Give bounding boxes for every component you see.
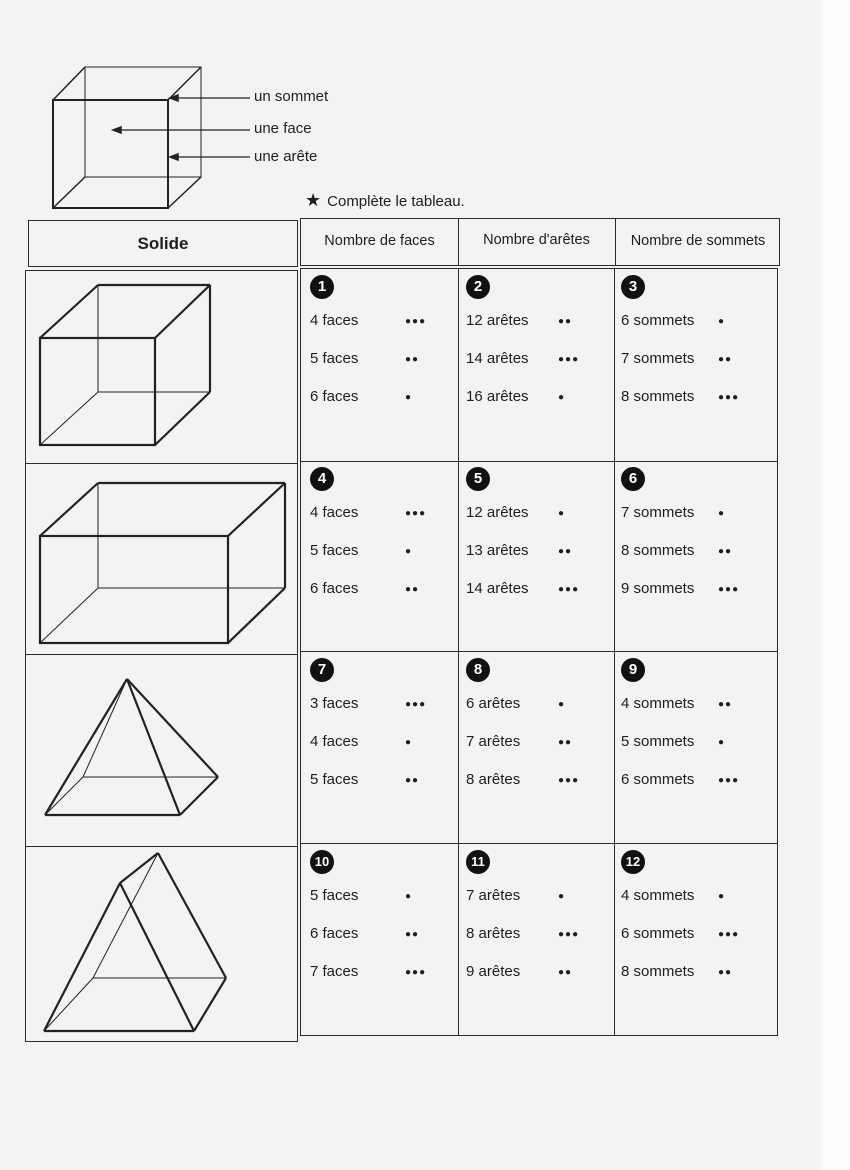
- answer-dots: ●●: [405, 584, 420, 595]
- question-number-badge: 3: [621, 275, 645, 299]
- question-number-badge: 11: [466, 850, 490, 874]
- answer-dots: ●●: [405, 775, 420, 786]
- answer-option[interactable]: 6 sommets: [621, 312, 695, 329]
- answer-option[interactable]: 6 faces: [310, 925, 359, 942]
- answer-option[interactable]: 12 arêtes: [466, 312, 529, 329]
- answer-dots: ●: [718, 316, 726, 327]
- header-edges-label: Nombre d'arêtes: [483, 232, 590, 248]
- legend-vertex-label: un sommet: [254, 88, 329, 105]
- question-number-badge: 10: [310, 850, 334, 874]
- answer-option[interactable]: 13 arêtes: [466, 542, 529, 559]
- answer-dots: ●●●: [405, 508, 427, 519]
- answer-dots: ●●●: [718, 775, 740, 786]
- header-solid-label: Solide: [137, 234, 189, 253]
- answer-dots: ●●: [558, 316, 573, 327]
- question-number-badge: 7: [310, 658, 334, 682]
- legend-face-label: une face: [254, 120, 312, 137]
- answer-option[interactable]: 12 arêtes: [466, 504, 529, 521]
- answer-option[interactable]: 5 faces: [310, 350, 359, 367]
- answer-option[interactable]: 6 sommets: [621, 771, 695, 788]
- star-icon: ★: [305, 190, 322, 210]
- answer-option[interactable]: 9 arêtes: [466, 963, 521, 980]
- answer-dots: ●: [558, 508, 566, 519]
- answer-dots: ●●: [558, 737, 573, 748]
- question-number-badge: 9: [621, 658, 645, 682]
- answer-dots: ●●: [718, 967, 733, 978]
- answer-option[interactable]: 3 faces: [310, 695, 359, 712]
- answer-dots: ●: [405, 737, 413, 748]
- header-faces-label: Nombre de faces: [324, 233, 435, 249]
- answer-option[interactable]: 6 arêtes: [466, 695, 521, 712]
- answer-dots: ●●●: [558, 584, 580, 595]
- answer-option[interactable]: 6 faces: [310, 388, 359, 405]
- answer-dots: ●: [558, 392, 566, 403]
- header-solid: [28, 220, 298, 267]
- answer-option[interactable]: 8 sommets: [621, 542, 695, 559]
- legend-cube-diagram: [40, 60, 340, 220]
- answer-dots: ●: [718, 891, 726, 902]
- answer-dots: ●●: [718, 699, 733, 710]
- answer-dots: ●●: [405, 354, 420, 365]
- instruction: [305, 190, 465, 211]
- answer-option[interactable]: 6 faces: [310, 580, 359, 597]
- question-number-badge: 4: [310, 467, 334, 491]
- answer-option[interactable]: 5 faces: [310, 887, 359, 904]
- answer-dots: ●●●: [558, 354, 580, 365]
- answer-dots: ●●●: [718, 929, 740, 940]
- answer-option[interactable]: 9 sommets: [621, 580, 695, 597]
- answer-grid: [300, 268, 778, 1036]
- answer-dots: ●●●: [718, 584, 740, 595]
- question-number-badge: 12: [621, 850, 645, 874]
- answer-option[interactable]: 14 arêtes: [466, 350, 529, 367]
- cube-figure: [30, 275, 290, 460]
- question-number-badge: 1: [310, 275, 334, 299]
- answer-dots: ●●●: [405, 967, 427, 978]
- square-pyramid-figure: [30, 665, 290, 835]
- answer-dots: ●: [405, 392, 413, 403]
- answer-dots: ●: [558, 699, 566, 710]
- answer-option[interactable]: 8 sommets: [621, 388, 695, 405]
- question-number-badge: 6: [621, 467, 645, 491]
- answer-dots: ●: [718, 508, 726, 519]
- header-counts: [300, 218, 780, 266]
- answer-dots: ●: [405, 891, 413, 902]
- answer-option[interactable]: 7 faces: [310, 963, 359, 980]
- answer-option[interactable]: 14 arêtes: [466, 580, 529, 597]
- legend-edge-label: une arête: [254, 148, 318, 165]
- answer-dots: ●●: [405, 929, 420, 940]
- answer-dots: ●●: [558, 546, 573, 557]
- answer-dots: ●●: [558, 967, 573, 978]
- answer-option[interactable]: 4 sommets: [621, 887, 695, 904]
- answer-dots: ●●●: [718, 392, 740, 403]
- answer-dots: ●: [558, 891, 566, 902]
- triangular-pyramid-figure: [30, 845, 290, 1040]
- question-number-badge: 5: [466, 467, 490, 491]
- answer-option[interactable]: 8 arêtes: [466, 771, 521, 788]
- answer-dots: ●: [718, 737, 726, 748]
- answer-option[interactable]: 5 sommets: [621, 733, 695, 750]
- answer-dots: ●: [405, 546, 413, 557]
- header-vertices-label: Nombre de sommets: [630, 233, 766, 249]
- answer-option[interactable]: 7 arêtes: [466, 887, 521, 904]
- answer-option[interactable]: 8 arêtes: [466, 925, 521, 942]
- answer-dots: ●●: [718, 354, 733, 365]
- answer-option[interactable]: 5 faces: [310, 771, 359, 788]
- rectangular-prism-figure: [30, 470, 290, 655]
- question-number-badge: 2: [466, 275, 490, 299]
- answer-option[interactable]: 7 sommets: [621, 504, 695, 521]
- answer-dots: ●●●: [558, 775, 580, 786]
- answer-dots: ●●●: [405, 699, 427, 710]
- answer-dots: ●●●: [558, 929, 580, 940]
- answer-option[interactable]: 7 sommets: [621, 350, 695, 367]
- answer-option[interactable]: 5 faces: [310, 542, 359, 559]
- answer-option[interactable]: 8 sommets: [621, 963, 695, 980]
- answer-dots: ●●●: [405, 316, 427, 327]
- answer-option[interactable]: 6 sommets: [621, 925, 695, 942]
- answer-option[interactable]: 4 faces: [310, 733, 359, 750]
- answer-dots: ●●: [718, 546, 733, 557]
- page-margin: [822, 0, 850, 1170]
- answer-option[interactable]: 4 faces: [310, 504, 359, 521]
- question-number-badge: 8: [466, 658, 490, 682]
- answer-option[interactable]: 4 faces: [310, 312, 359, 329]
- answer-option[interactable]: 7 arêtes: [466, 733, 521, 750]
- answer-option[interactable]: 16 arêtes: [466, 388, 529, 405]
- instruction-text: Complète le tableau.: [327, 193, 465, 210]
- answer-option[interactable]: 4 sommets: [621, 695, 695, 712]
